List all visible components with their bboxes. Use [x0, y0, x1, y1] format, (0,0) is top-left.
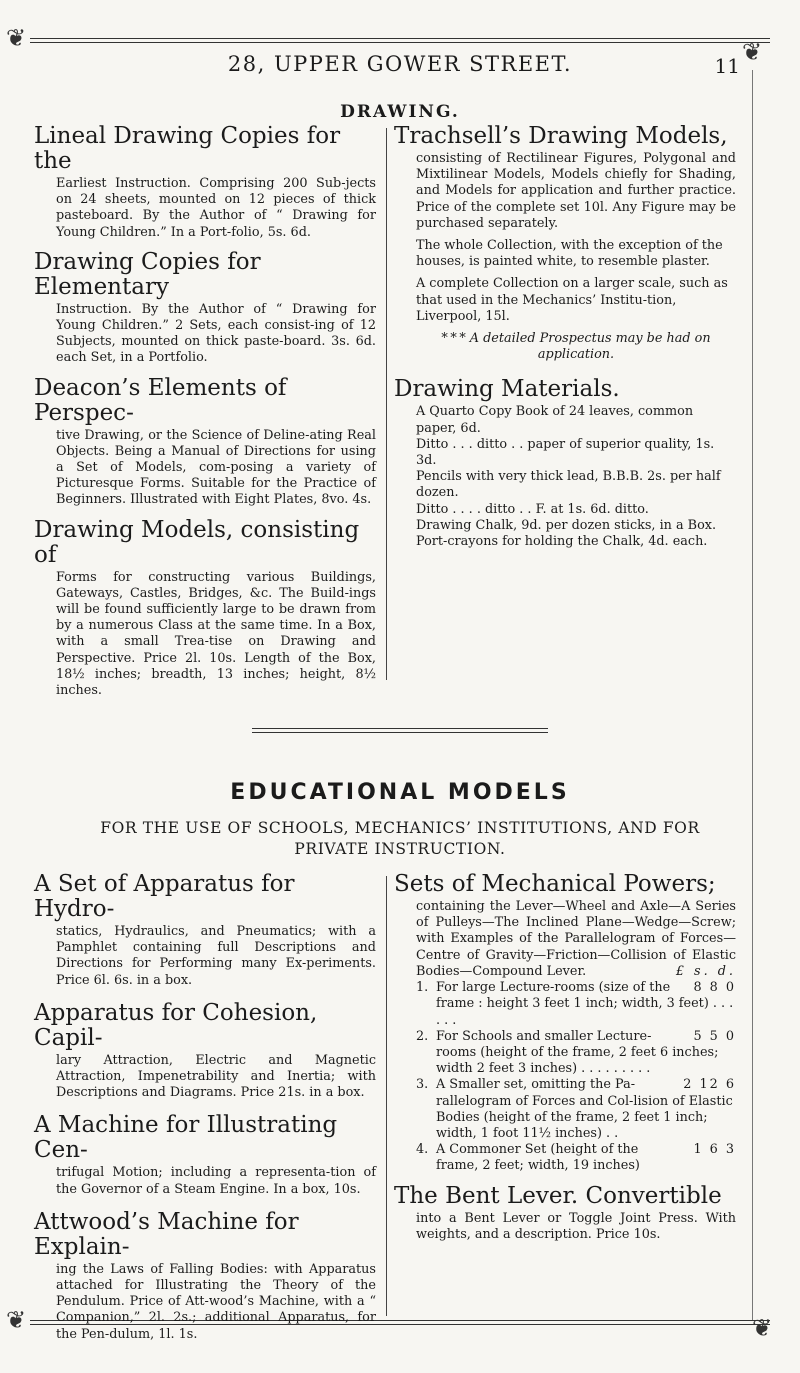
item-description: For large Lecture-rooms (size of the frame : height 3 feet 1 inch; width, 3 feet) . . . . . . [436, 980, 734, 1028]
materials-line: Ditto . . . ditto . . paper of superior quality, 1s. 3d. [416, 436, 715, 469]
entry-hydrostatics-apparatus [34, 872, 376, 989]
corner-ornament-bottom-right-icon: ❦ [752, 1314, 773, 1342]
corner-ornament-bottom-left-icon: ❦ [6, 1306, 27, 1334]
entry-title: Attwood’s Machine for Explain- [34, 1208, 299, 1260]
price-row [394, 980, 736, 1029]
materials-line: Pencils with very thick lead, B.B.B. 2s. per half dozen. [416, 469, 721, 501]
entry-body: Instruction. By the Author of “ Drawing for Young Children.” 2 Sets, each consist-ing of 12 Subjects, mounted on thick paste-board. 3s. 6d. each Set, in a Portfolio. [56, 301, 376, 366]
entry-body: statics, Hydraulics, and Pneumatics; with a Pamphlet containing full Descriptions and Directions for Performing many Ex-periments. Price 6l. 6s. in a box. [56, 924, 376, 988]
entry-body: Earliest Instruction. Comprising 200 Sub-jects on 24 sheets, mounted on 12 pieces of thick pasteboard. By the Author of “ Drawing for Young Children.” In a Port-folio, 5s. 6d. [56, 176, 376, 240]
entry-body: tive Drawing, or the Science of Deline-ating Real Objects. Being a Manual of Directions for using a Set of Models, com-posing a variety of Picturesque Forms. Suitable for the Practice of Beginners. Illustrated with Eight Plates, 8vo. 4s. [56, 427, 376, 508]
item-number: 3. [416, 1077, 429, 1093]
educational-subheading: FOR THE USE OF SCHOOLS, MECHANICS’ INSTITUTIONS, AND FOR PRIVATE INSTRUCTION. [100, 819, 700, 858]
entry-lineal-drawing [34, 124, 376, 241]
price-row [394, 1077, 736, 1142]
entry-drawing-materials [394, 377, 736, 550]
item-text [436, 1077, 736, 1142]
price-row [394, 1142, 736, 1174]
entry-title: Trachsell’s Drawing Models, [394, 123, 728, 149]
materials-line: Drawing Chalk, 9d. per dozen sticks, in a Box. [416, 517, 717, 533]
educational-right-column [394, 872, 736, 1252]
entry-body: into a Bent Lever or Toggle Joint Press. With weights, and a description. Price 10s. [416, 1210, 736, 1242]
entry-body: containing the Lever—Wheel and Axle—A Series of Pulleys—The Inclined Plane—Wedge—Screw; with Examples of the Parallelogram of Forces—Centre of Gravity—Friction—Collision of Elastic Bodies—Compound Lever. [416, 899, 736, 979]
entry-deacon-perspective [34, 376, 376, 509]
item-price: 8 8 0 [693, 980, 736, 996]
materials-line: Ditto . . . . ditto . . F. at 1s. 6d. ditto. [416, 501, 649, 517]
page-header [80, 52, 740, 92]
entry-title: Lineal Drawing Copies for the [34, 123, 341, 174]
item-price: 2 12 6 [683, 1077, 736, 1093]
drawing-left-column [34, 124, 376, 708]
prospectus-note: * * * A detailed Prospectus may be had on application. [441, 331, 711, 363]
corner-ornament-top-right-icon: ❦ [742, 38, 763, 66]
entry-title: Drawing Copies for Elementary [34, 248, 261, 300]
page-number: 11 [714, 54, 740, 78]
item-number: 2. [416, 1028, 429, 1044]
educational-heading: EDUCATIONAL MODELS [230, 780, 570, 805]
item-text [436, 980, 736, 1029]
materials-line: A Quarto Copy Book of 24 leaves, common paper, 6d. [416, 404, 694, 436]
educational-left-column [34, 872, 376, 1352]
entry-title: The Bent Lever. Convertible [394, 1182, 722, 1209]
corner-ornament-top-left-icon: ❦ [6, 24, 27, 52]
entry-title: Drawing Materials. [394, 376, 620, 403]
section-divider [252, 728, 548, 729]
entry-body: consisting of Rectilinear Figures, Polygonal and Mixtilinear Models, Models chiefly for Shading, and Models for application and further practice. Price of the complete set 10l. Any Figure may be purchased separately. [416, 151, 736, 231]
entry-bent-lever [394, 1184, 736, 1243]
price-row [394, 1029, 736, 1078]
right-margin-line [752, 70, 753, 1320]
item-description: A Smaller set, omitting the Pa-rallelogram of Forces and Col-lision of Elastic Bodies (height of the frame, 2 feet 1 inch; width, 1 foot 11½ inches) . . [436, 1077, 733, 1142]
entry-title: A Machine for Illustrating Cen- [34, 1112, 338, 1164]
entry-title: A Set of Apparatus for Hydro- [34, 871, 295, 922]
currency-header: £ s. d. [675, 964, 736, 980]
entry-title: Apparatus for Cohesion, Capil- [34, 999, 318, 1051]
materials-line: Port-crayons for holding the Chalk, 4d. each. [416, 534, 708, 550]
entry-cohesion-apparatus [34, 1001, 376, 1102]
entry-body: Forms for constructing various Buildings, Gateways, Castles, Bridges, &c. The Build-ings will be found sufficiently large to be drawn from by a numerous Class at the same time. In a Box, with a small Trea-tise on Drawing and Perspective. Price 2l. 10s. Length of the Box, 18½ inches; breadth, 13 inches; height, 8½ inches. [56, 569, 376, 699]
entry-mechanical-powers [394, 872, 736, 1175]
entry-title: Deacon’s Elements of Perspec- [34, 374, 287, 426]
column-divider-educational [386, 876, 387, 1316]
entry-attwood-machine [34, 1210, 376, 1343]
entry-elementary-copies [34, 250, 376, 367]
entry-title: Drawing Models, consisting of [34, 516, 360, 568]
drawing-right-column [394, 124, 736, 559]
column-divider-drawing [386, 128, 387, 680]
entry-centrifugal-machine [34, 1113, 376, 1197]
entry-paragraph: The whole Collection, with the exception of the houses, is painted white, to resemble plaster. [416, 238, 723, 270]
item-price: 5 5 0 [693, 1028, 736, 1044]
entry-title: Sets of Mechanical Powers; [394, 871, 716, 897]
entry-paragraph: A complete Collection on a larger scale, such as that used in the Mechanics’ Institu-tion, Liverpool, 15l. [416, 276, 728, 324]
item-description: For Schools and smaller Lecture-rooms (height of the frame, 2 feet 6 inches; width 2 feet 3 inches) . . . . . . . . . [436, 1028, 719, 1077]
drawing-heading: DRAWING. [340, 102, 460, 122]
entry-trachsell-models [394, 124, 736, 363]
entry-body: lary Attraction, Electric and Magnetic Attraction, Impenetrability and Inertia; with Descriptions and Diagrams. Price 21s. in a box. [56, 1052, 376, 1101]
entry-drawing-models [34, 518, 376, 700]
item-text [436, 1142, 736, 1174]
section-divider-inner [252, 732, 548, 733]
item-number: 4. [416, 1142, 429, 1158]
item-price: 1 6 3 [693, 1142, 736, 1158]
top-rule-inner [30, 42, 770, 43]
entry-body: ing the Laws of Falling Bodies: with Apparatus attached for Illustrating the Theory of the Pendulum. Price of Att-wood’s Machine, with a “ Companion,” 2l. 2s.; additional Apparatus, for the Pen-dulum, 1l. 1s. [56, 1261, 376, 1342]
top-rule [30, 38, 770, 39]
item-description: A Commoner Set (height of the frame, 2 feet; width, 19 inches) [436, 1142, 640, 1174]
entry-body: trifugal Motion; including a representa-tion of the Governor of a Steam Engine. In a box, 10s. [56, 1165, 376, 1197]
item-text [436, 1029, 736, 1078]
running-head: 28, UPPER GOWER STREET. [227, 52, 573, 76]
item-number: 1. [416, 980, 429, 996]
